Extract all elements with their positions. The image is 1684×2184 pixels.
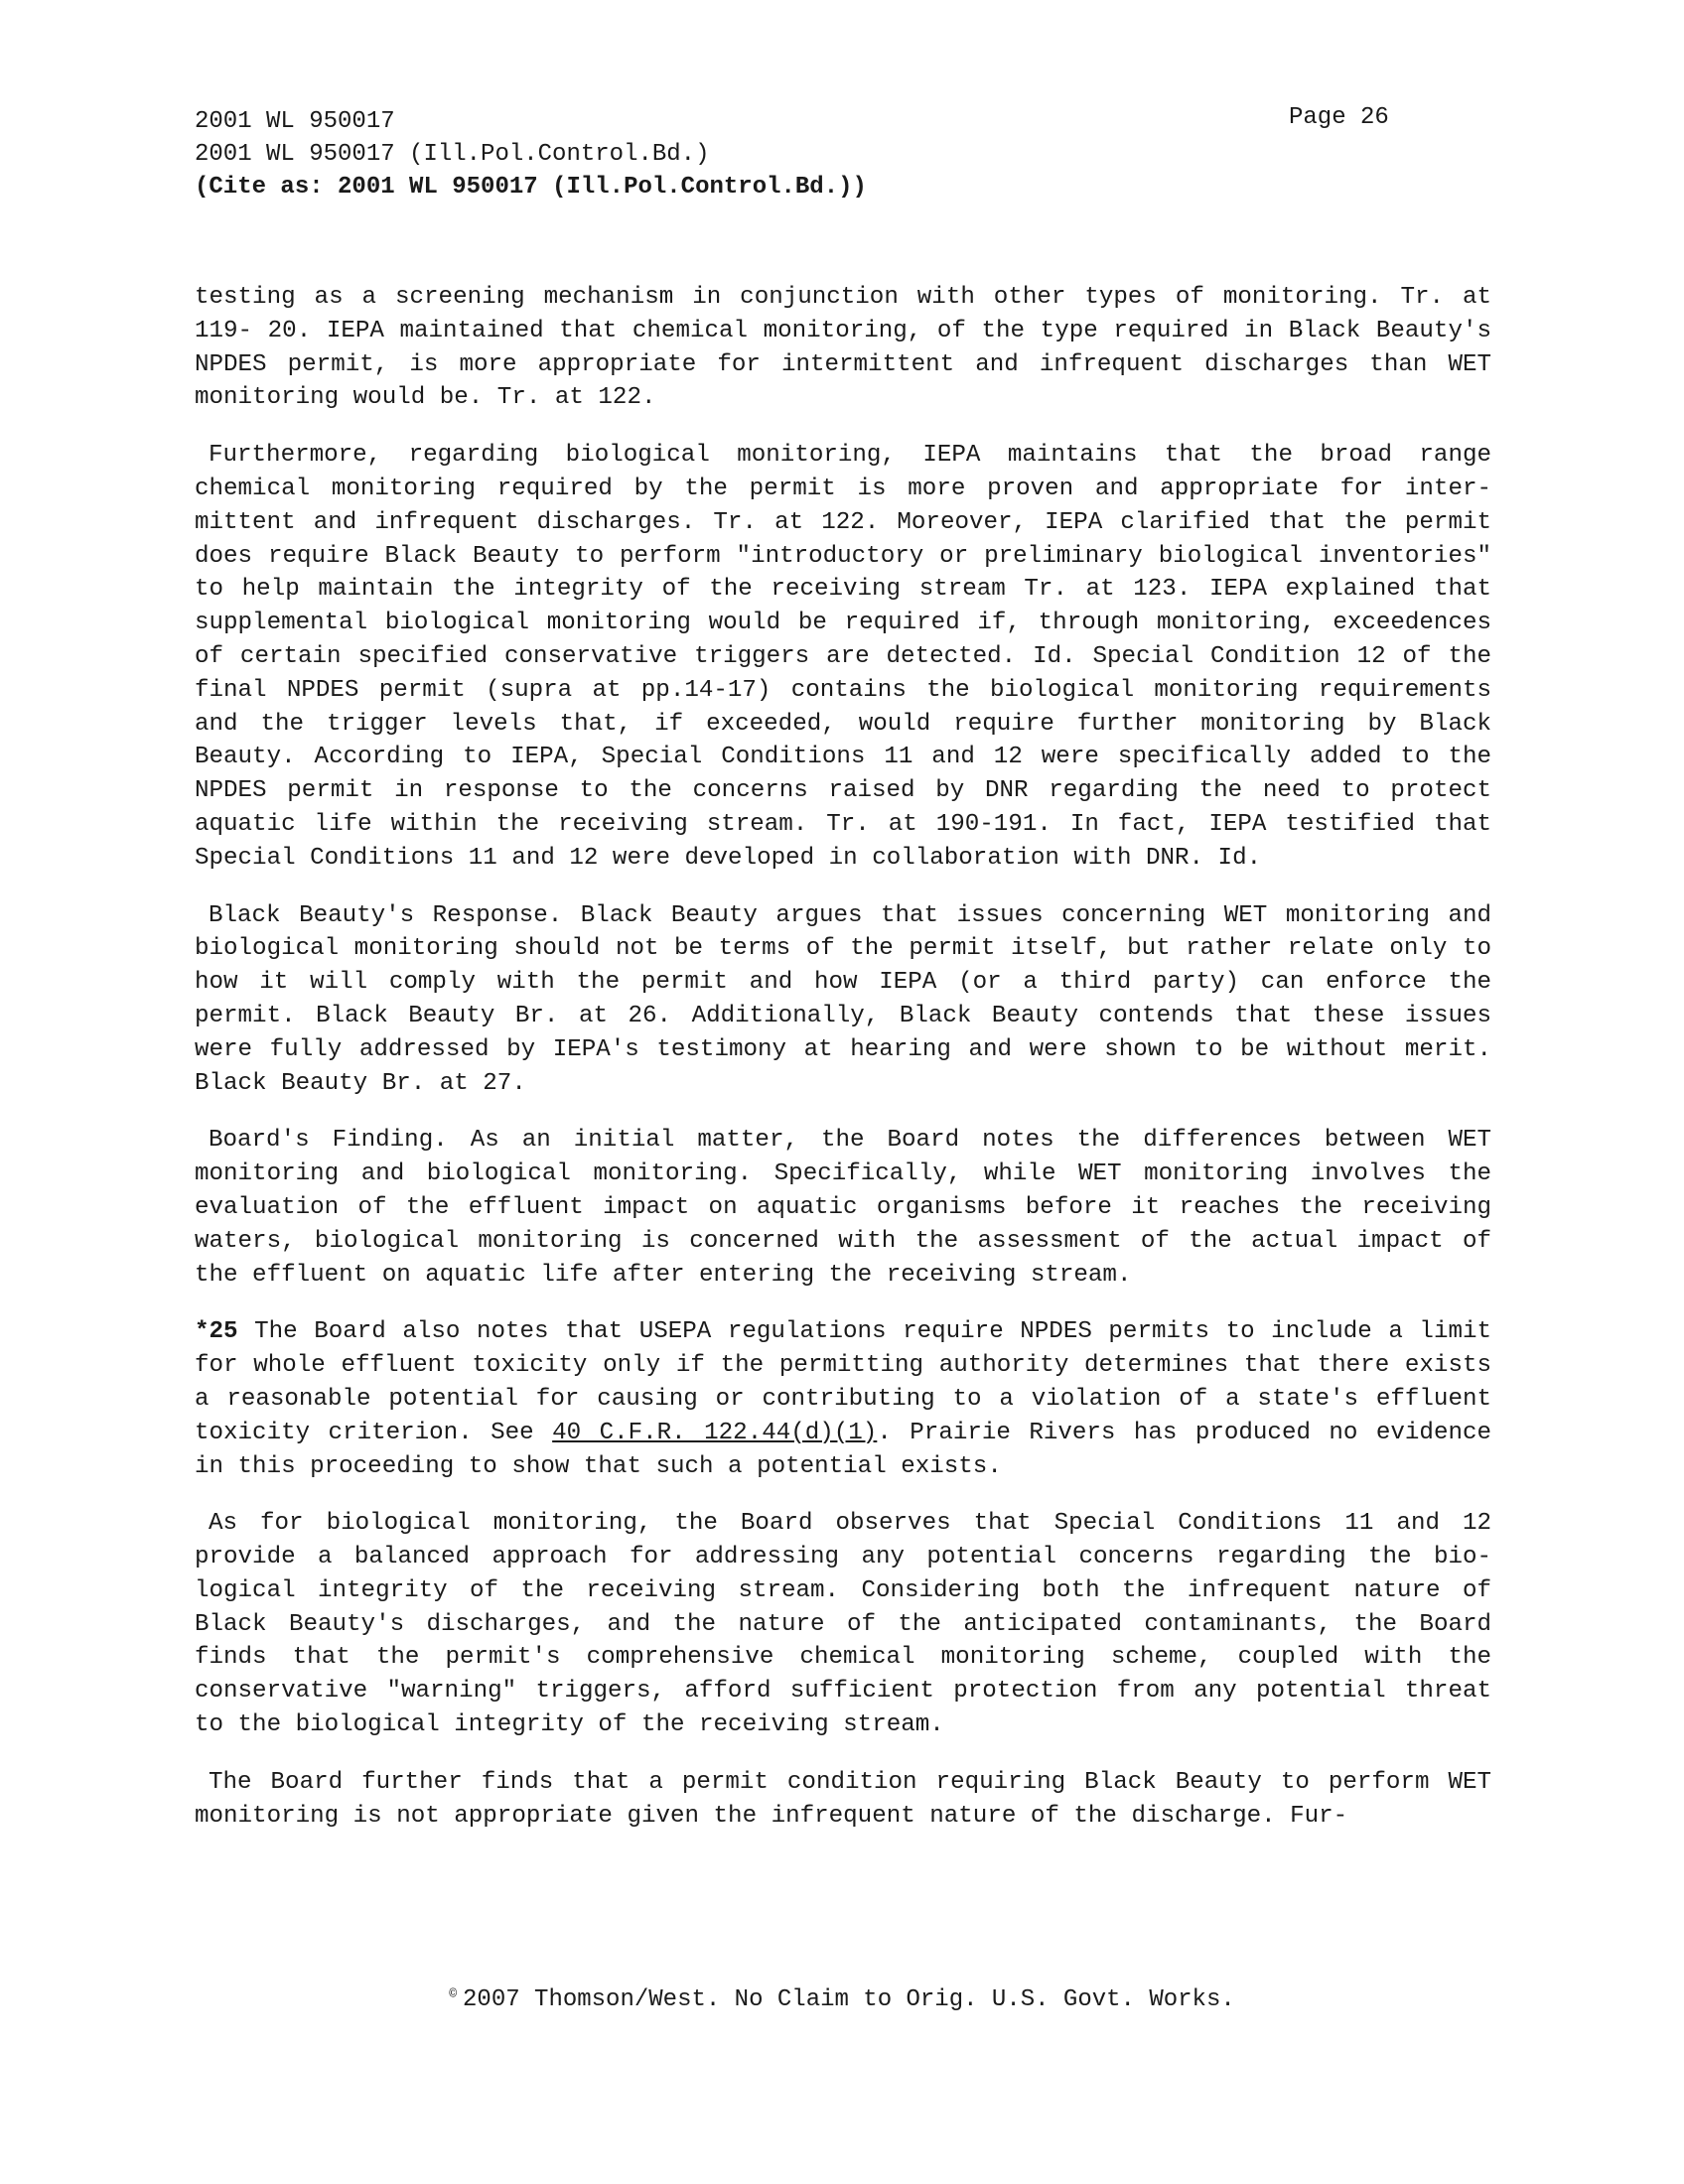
paragraph-text-before-link: The Board also notes that USEPA regulations require NPDES permits to include a limit for whole effluent toxicity only if the permitting authority determines that there exists a reasonable potential for causing or contributing to a violation of a state's effluent toxicity criterion. See bbox=[195, 1318, 1491, 1446]
citation-court-line: 2001 WL 950017 (Ill.Pol.Control.Bd.) bbox=[195, 141, 710, 168]
paragraph-continuation: testing as a screening mechanism in conjunction with other types of monitoring. Tr. at 119- 20. IEPA maintained that chemical monitoring, of the type required in Black Beauty's NPDES permit, is more appropriate for intermittent and infrequent discharges than WET monitoring would be. Tr. at 122. bbox=[195, 284, 1491, 412]
copyright-text: 2007 Thomson/West. No Claim to Orig. U.S. Govt. Works. bbox=[463, 1986, 1235, 2013]
copyright-footer bbox=[0, 1979, 1684, 2016]
paragraph-iepa-biological-monitoring: Furthermore, regarding biological monitoring, IEPA maintains that the broad range chemical monitoring required by the permit is more proven and appropriate for intermittent and infrequent discharges. Tr. at 122. Moreover, IEPA clarified that the permit does require Black Beauty to perform "introductory or preliminary biological inventories" to help maintain the integrity of the receiving stream Tr. at 123. IEPA explained that supplemental biological monitoring would be required if, through monitoring, exceedences of certain specified conservative triggers are detected. Id. Special Condition 12 of the final NPDES permit (supra at pp.14-17) contains the biological monitoring requirements and the trigger levels that, if exceeded, would require further monitoring by Black Beauty. According to IEPA, Special Conditions 11 and 12 were specifically added to the NPDES permit in response to the concerns raised by DNR regarding the need to protect aquatic life within the receiving stream. Tr. at 190-191. In fact, IEPA testified that Special Conditions 11 and 12 were developed in collaboration with DNR. Id. bbox=[195, 442, 1491, 872]
paragraph-usepa-regulations bbox=[195, 1315, 1491, 1483]
page-number: Page 26 bbox=[1289, 104, 1389, 131]
cite-as-line: (Cite as: 2001 WL 950017 (Ill.Pol.Control.Bd.)) bbox=[195, 174, 867, 201]
star-page-marker: *25 bbox=[195, 1318, 238, 1346]
citation-line: 2001 WL 950017 bbox=[195, 108, 395, 135]
paragraph-biological-monitoring-balance: As for biological monitoring, the Board observes that Special Conditions 11 and 12 provide a balanced approach for addressing any potential concerns regarding the biological integrity of the receiving stream. Considering both the infrequent nature of Black Beauty's discharges, and the nature of the anticipated contaminants, the Board finds that the permit's comprehensive chemical monitoring scheme, coupled with the conservative "warning" triggers, afford sufficient protection from any potential threat to the biological integrity of the receiving stream. bbox=[195, 1510, 1491, 1739]
cfr-citation-link[interactable]: 40 C.F.R. 122.44(d)(1) bbox=[552, 1419, 878, 1446]
copyright-icon: © bbox=[449, 1986, 458, 2001]
paragraph-text-after-link: . Prairie Rivers has produced no evidence in this proceeding to show that such a potential exists. bbox=[195, 1419, 1492, 1480]
document-body bbox=[195, 281, 1491, 1856]
paragraph-boards-finding: Board's Finding. As an initial matter, the Board notes the differences between WET monitoring and biological monitoring. Specifically, while WET monitoring involves the evaluation of the effluent impact on aquatic organisms before it reaches the receiving waters, biological monitoring is concerned with the assessment of the actual impact of the effluent on aquatic life after entering the receiving stream. bbox=[195, 1127, 1491, 1289]
paragraph-black-beauty-response: Black Beauty's Response. Black Beauty argues that issues concerning WET monitoring and biological monitoring should not be terms of the permit itself, but rather relate only to how it will comply with the permit and how IEPA (or a third party) can enforce the permit. Black Beauty Br. at 26. Additionally, Black Beauty contends that these issues were fully addressed by IEPA's testimony at hearing and were shown to be without merit. Black Beauty Br. at 27. bbox=[195, 901, 1491, 1097]
paragraph-wet-monitoring-finding: The Board further finds that a permit condition requiring Black Beauty to perform WET monitoring is not appropriate given the infrequent nature of the discharge. Fur- bbox=[195, 1768, 1491, 1830]
